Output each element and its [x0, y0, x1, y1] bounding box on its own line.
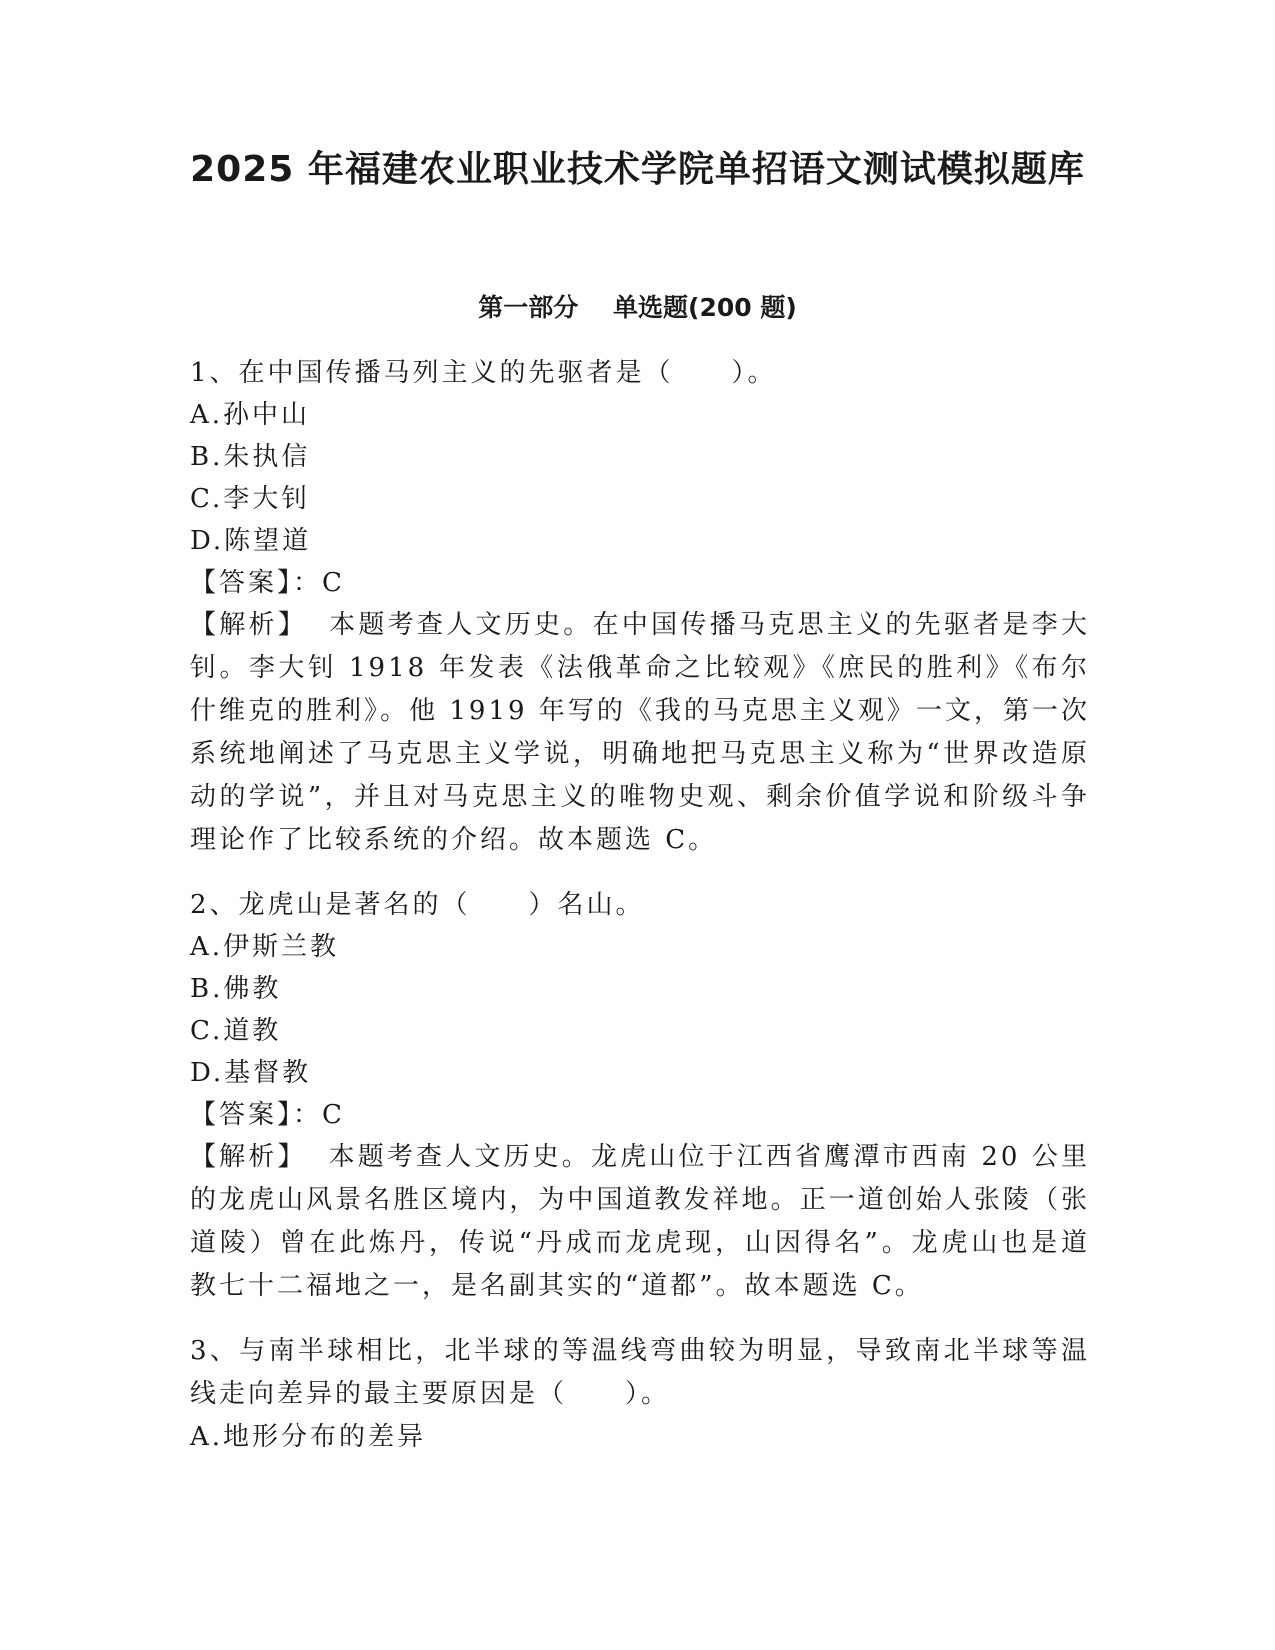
- option-b: B.佛教: [190, 974, 282, 1004]
- option-a: A.地形分布的差异: [190, 1422, 427, 1452]
- question-2: [190, 884, 1090, 1308]
- answer-value: C: [322, 1100, 345, 1130]
- analysis-text: 本题考查人文历史。在中国传播马克思主义的先驱者是李大钊。李大钊 1918 年发表《法俄革命之比较观》《庶民的胜利》《布尔什维克的胜利》。他 1919 年写的《我的马克思主义观》一文，第一次系统地阐述了马克思主义学说，明确地把马克思主义称为“世界改造原动的学说”，并且对马克思主义的唯物史观、剩余价值学说和阶级斗争理论作了比较系统的介绍。故本题选 C。: [190, 610, 1090, 855]
- option-c: C.道教: [190, 1016, 282, 1046]
- analysis-text: 本题考查人文历史。龙虎山位于江西省鹰潭市西南 20 公里的龙虎山风景名胜区境内，为中国道教发祥地。正一道创始人张陵（张道陵）曾在此炼丹，传说“丹成而龙虎现，山因得名”。龙虎山也是道教七十二福地之一，是名副其实的“道都”。故本题选 C。: [190, 1142, 1090, 1301]
- question-stem: 3、与南半球相比，北半球的等温线弯曲较为明显，导致南北半球等温线走向差异的最主要原因是（ ）。: [190, 1336, 1090, 1409]
- question-1: [190, 352, 1090, 862]
- answer-line: [190, 1094, 1090, 1136]
- analysis-label: 【解析】: [190, 610, 308, 640]
- option-a: A.伊斯兰教: [190, 932, 340, 962]
- answer-value: C: [322, 568, 345, 598]
- question-stem: 2、龙虎山是著名的（ ）名山。: [190, 890, 645, 920]
- analysis-paragraph: [190, 1136, 1090, 1308]
- section-heading: 第一部分 单选题(200 题): [478, 293, 797, 322]
- option-a: A.孙中山: [190, 400, 311, 430]
- document-title: 2025 年福建农业职业技术学院单招语文测试模拟题库: [190, 149, 1085, 190]
- option-b: B.朱执信: [190, 442, 311, 472]
- option-d: D.陈望道: [190, 526, 312, 556]
- answer-line: [190, 562, 1090, 604]
- answer-label: 【答案】：: [190, 568, 323, 598]
- answer-label: 【答案】：: [190, 1100, 323, 1130]
- option-d: D.基督教: [190, 1058, 312, 1088]
- question-list: [190, 352, 1090, 1480]
- question-3: [190, 1330, 1090, 1458]
- option-c: C.李大钊: [190, 484, 311, 514]
- question-stem: 1、在中国传播马列主义的先驱者是（ ）。: [190, 358, 777, 388]
- analysis-paragraph: [190, 604, 1090, 862]
- analysis-label: 【解析】: [190, 1142, 307, 1172]
